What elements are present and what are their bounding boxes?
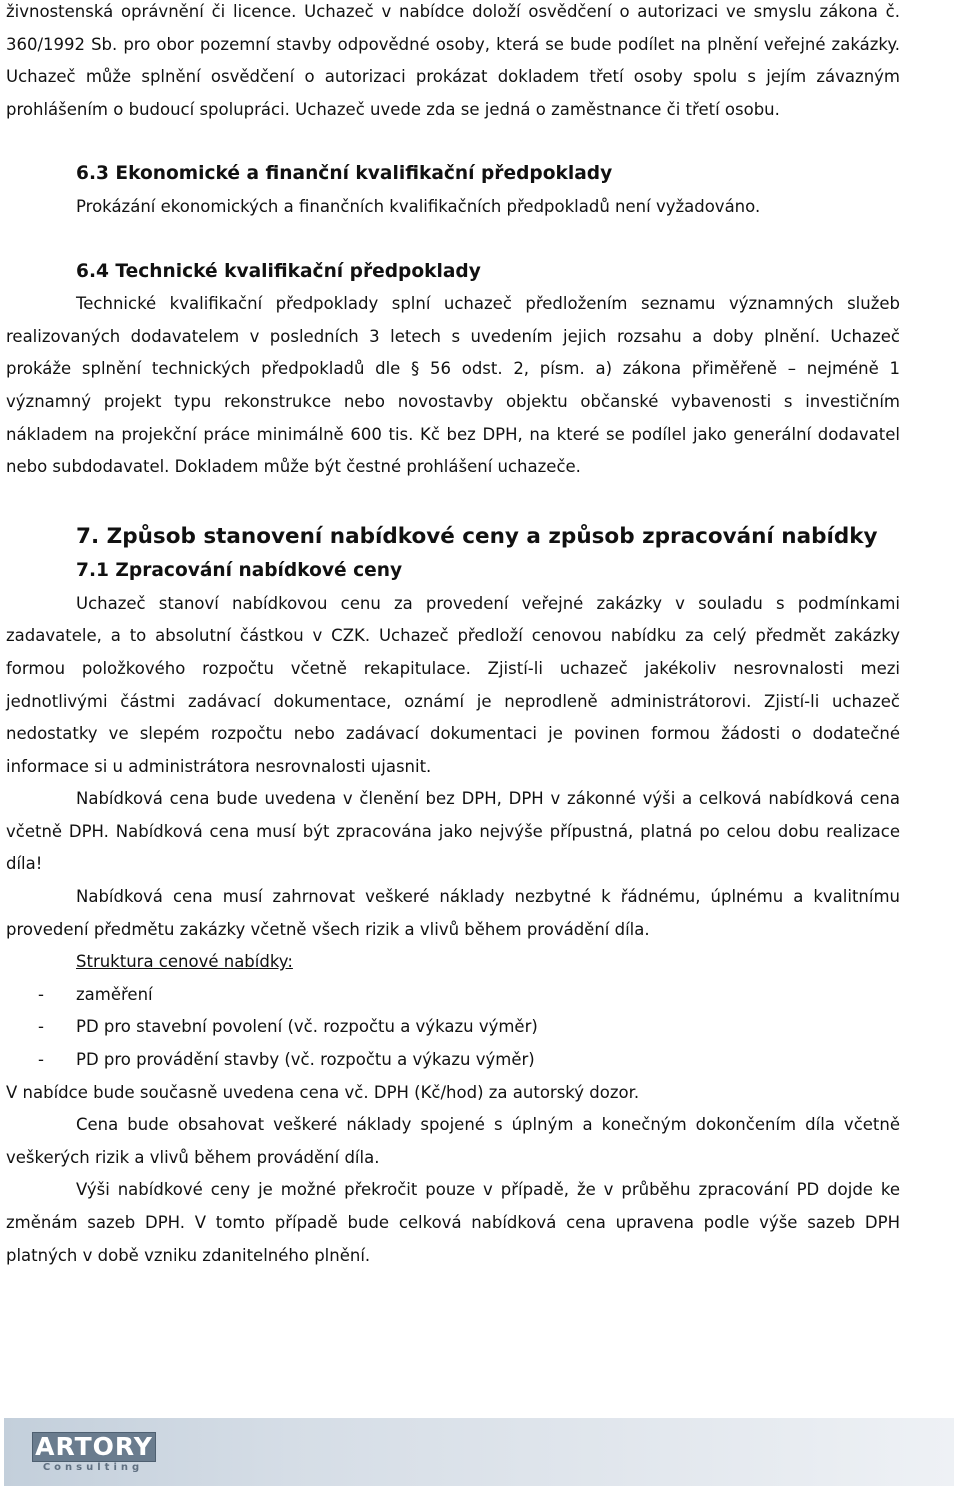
section-6-3-text: Prokázání ekonomických a finančních kvalifikačních předpokladů není vyžadováno. — [76, 196, 761, 216]
section-7-1-paragraph-5: Cena bude obsahovat veškeré náklady spojené s úplným a konečným dokončením díla včetně veškerých rizik a vlivů během provádění díla. — [6, 1115, 900, 1167]
footer-bar — [4, 1418, 954, 1486]
heading-7-1: 7.1 Zpracování nabídkové ceny — [76, 559, 403, 581]
section-7-1-paragraph-6: Výši nabídkové ceny je možné překročit pouze v případě, že v průběhu zpracování PD dojde ke změnám sazeb DPH. V tomto případě bude celková nabídková cena upravena podle výše sazeb DPH platných v době vzniku zdanitelného plnění. — [6, 1180, 900, 1265]
list-item: - PD pro provádění stavby (vč. rozpočtu a výkazu výměr) — [38, 1050, 535, 1070]
list-item: - PD pro stavební povolení (vč. rozpočtu a výkazu výměr) — [38, 1017, 538, 1037]
logo-sub-text: Consulting — [42, 1462, 144, 1473]
intro-paragraph: živnostenská oprávnění či licence. Uchazeč v nabídce doloží osvědčení o autorizaci ve smyslu zákona č. 360/1992 Sb. pro obor pozemní stavby odpovědné osoby, která se bude podílet na plnění veřejné zakázky. Uchazeč může splnění osvědčení o autorizaci prokázat dokladem třetí osoby spolu s jejím závazným prohlášením o budoucí spolupráci. Uchazeč uvede zda se jedná o zaměstnance či třetí osobu. — [6, 2, 900, 119]
section-7-1-paragraph-1: Uchazeč stanoví nabídkovou cenu za provedení veřejné zakázky v souladu s podmínkami zadavatele, a to absolutní částkou v CZK. Uchazeč předloží cenovou nabídku za celý předmět zakázky formou položkového rozpočtu včetně rekapitulace. Zjistí-li uchazeč jakékoliv nesrovnalosti mezi jednotlivými částmi zadávací dokumentace, oznámí je neprodleně administrátorovi. Zjistí-li uchazeč nedostatky ve slepém rozpočtu nebo zadávací dokumentaci je povinen formou žádosti o dodatečné informace si u administrátora nesrovnalosti ujasnit. — [6, 593, 900, 776]
section-7-1-paragraph-2: Nabídková cena bude uvedena v členění bez DPH, DPH v zákonné výši a celková nabídková cena včetně DPH. Nabídková cena musí být zpracována jako nejvýše přípustná, platná po celou dobu realizace díla! — [6, 789, 900, 874]
section-7-1-paragraph-4: V nabídce bude současně uvedena cena vč. DPH (Kč/hod) za autorský dozor. — [6, 1082, 640, 1102]
section-7-1-paragraph-3: Nabídková cena musí zahrnovat veškeré náklady nezbytné k řádnému, úplnému a kvalitnímu provedení předmětu zakázky včetně všech rizik a vlivů během provádění díla. — [6, 887, 900, 939]
heading-6-4: 6.4 Technické kvalifikační předpoklady — [76, 260, 481, 282]
document-page — [6, 0, 900, 1272]
heading-7: 7. Způsob stanovení nabídkové ceny a způsob zpracování nabídky — [76, 523, 878, 549]
logo-main-text: ARTORY — [32, 1432, 156, 1462]
list-item: - zaměření — [38, 984, 153, 1004]
heading-6-3: 6.3 Ekonomické a finanční kvalifikační předpoklady — [76, 163, 613, 185]
structure-title: Struktura cenové nabídky: — [76, 952, 293, 972]
section-6-4-text: Technické kvalifikační předpoklady splní uchazeč předložením seznamu významných služeb realizovaných dodavatelem v posledních 3 letech s uvedením jejich rozsahu a doby plnění. Uchazeč prokáže splnění technických předpokladů dle § 56 odst. 2, písm. a) zákona přiměřeně – nejméně 1 významný projekt typu rekonstrukce nebo novostavby objektu občanské vybavenosti s investičním nákladem na projekční práce minimálně 600 tis. Kč bez DPH, na které se podílel jako generální dodavatel nebo subdodavatel. Dokladem může být čestné prohlášení uchazeče. — [6, 294, 900, 477]
artory-logo — [32, 1432, 154, 1474]
